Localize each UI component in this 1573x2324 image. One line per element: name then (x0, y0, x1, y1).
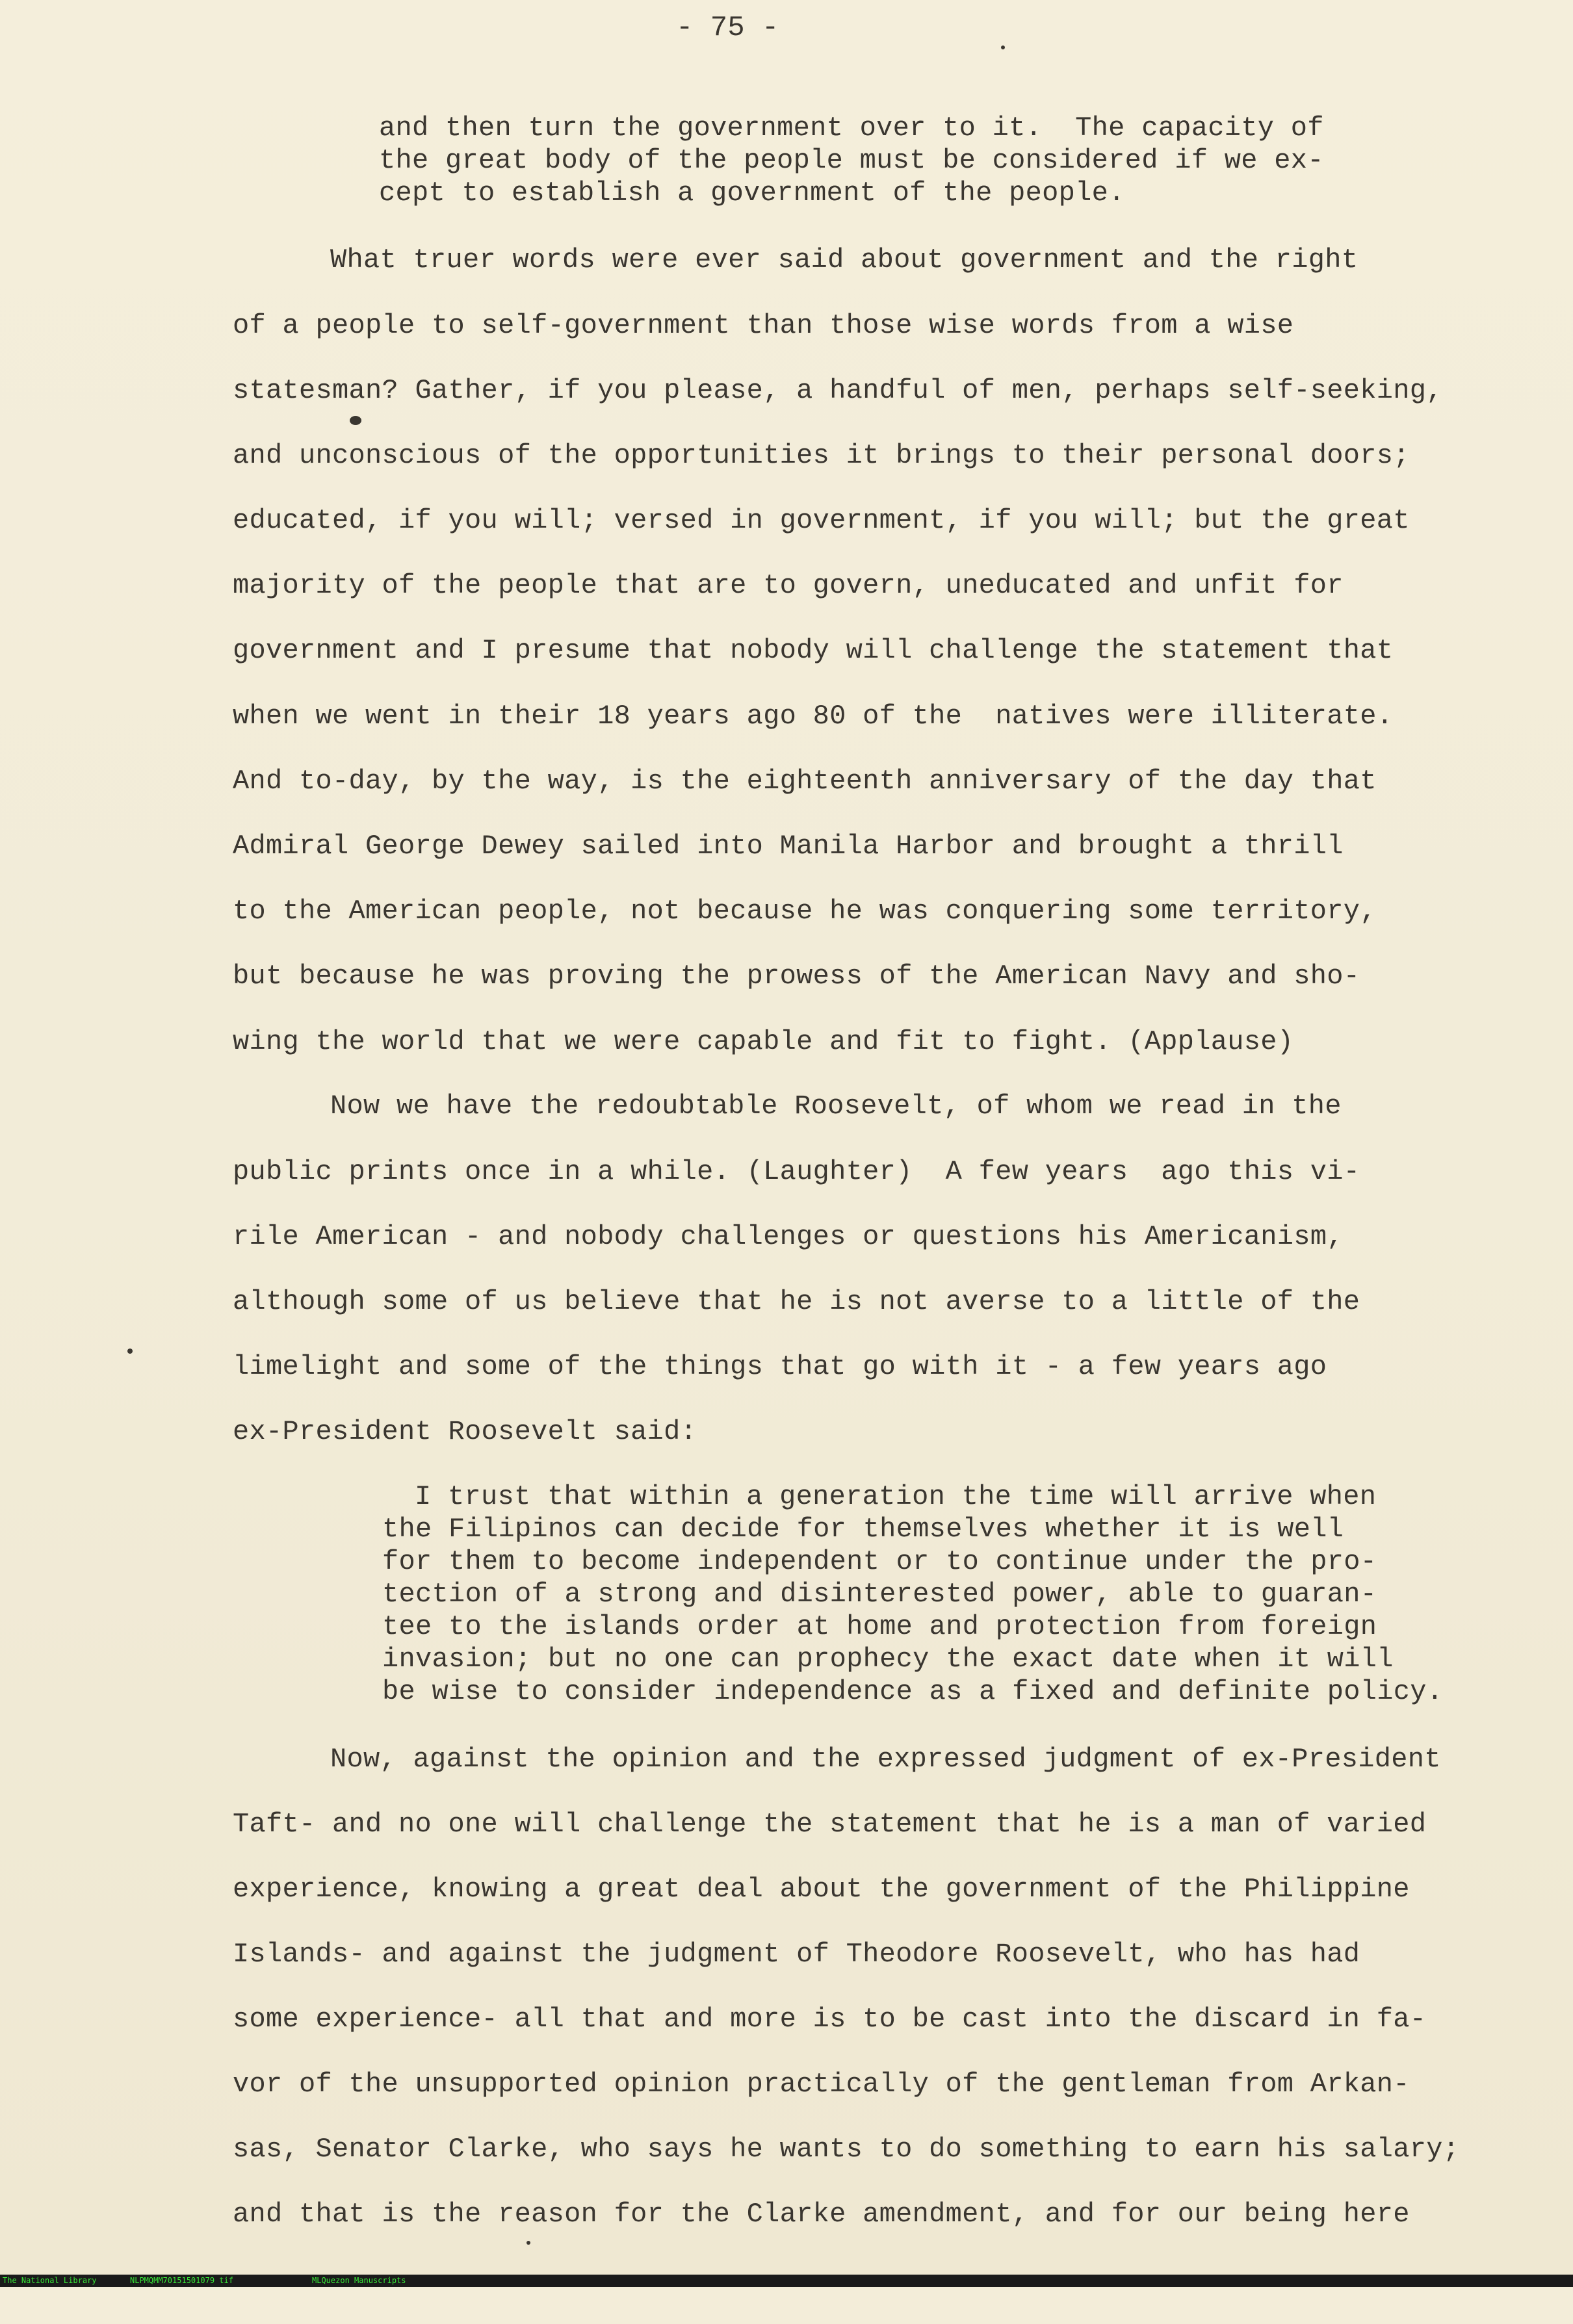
ink-speck-mark (526, 2241, 530, 2245)
quote1-line: the great body of the people must be considered if we ex- (379, 145, 1324, 176)
footer-filename: NLPMQMM70151501079 tif (130, 2276, 233, 2285)
body3-line: experience, knowing a great deal about the government of the Philippine (233, 1874, 1410, 1905)
quote2-line: the Filipinos can decide for themselves whether it is well (382, 1514, 1344, 1545)
body1-line: government and I presume that nobody will challenge the statement that (233, 635, 1394, 666)
body1-line: statesman? Gather, if you please, a handful of men, perhaps self-seeking, (233, 375, 1443, 406)
body3-line: Taft- and no one will challenge the statement that he is a man of varied (233, 1809, 1427, 1840)
body1-line: to the American people, not because he was conquering some territory, (233, 896, 1377, 927)
quote1-line: cept to establish a government of the people. (379, 177, 1125, 209)
body1-line: wing the world that we were capable and fit to fight. (Applause) (233, 1026, 1294, 1057)
body1-line: And to-day, by the way, is the eighteenth anniversary of the day that (233, 766, 1377, 797)
footer-collection: MLQuezon Manuscripts (312, 2276, 406, 2285)
body1-line: Admiral George Dewey sailed into Manila Harbor and brought a thrill (233, 831, 1344, 862)
body1-line: educated, if you will; versed in government, if you will; but the great (233, 505, 1410, 536)
quote2-line: be wise to consider independence as a fixed and definite policy. (382, 1676, 1444, 1707)
body3-line: sas, Senator Clarke, who says he wants to do something to earn his salary; (233, 2134, 1460, 2165)
quote2-line: invasion; but no one can prophecy the exact date when it will (382, 1644, 1394, 1675)
ink-speck-mark (1001, 45, 1005, 49)
body1-line: What truer words were ever said about government and the right (330, 244, 1358, 276)
body2-line: rile American - and nobody challenges or questions his Americanism, (233, 1221, 1344, 1252)
body1-line: of a people to self-government than those wise words from a wise (233, 310, 1294, 341)
body2-line: ex-President Roosevelt said: (233, 1416, 697, 1447)
ink-blot-mark (350, 416, 361, 425)
body2-line: public prints once in a while. (Laughter) A few years ago this vi- (233, 1156, 1360, 1187)
archive-footer-bar (0, 2275, 1573, 2287)
quote2-line: I trust that within a generation the time will arrive when (415, 1481, 1377, 1512)
body1-line: majority of the people that are to govern, uneducated and unfit for (233, 570, 1344, 601)
body3-line: some experience- all that and more is to be cast into the discard in fa- (233, 2004, 1427, 2035)
body1-line: and unconscious of the opportunities it brings to their personal doors; (233, 440, 1410, 471)
body3-line: Now, against the opinion and the expressed judgment of ex-President (330, 1744, 1441, 1775)
quote2-line: tee to the islands order at home and protection from foreign (382, 1611, 1377, 1642)
footer-library: The National Library (3, 2276, 97, 2285)
body3-line: vor of the unsupported opinion practically of the gentleman from Arkan- (233, 2069, 1410, 2100)
quote2-line: tection of a strong and disinterested power, able to guaran- (382, 1579, 1377, 1610)
body2-line: limelight and some of the things that go with it - a few years ago (233, 1351, 1327, 1382)
body2-line: Now we have the redoubtable Roosevelt, of whom we read in the (330, 1091, 1342, 1122)
quote1-line: and then turn the government over to it. The capacity of (379, 112, 1324, 144)
ink-speck-mark (127, 1349, 133, 1354)
quote2-line: for them to become independent or to continue under the pro- (382, 1546, 1377, 1577)
body3-line: Islands- and against the judgment of Theodore Roosevelt, who has had (233, 1939, 1360, 1970)
page-number: - 75 - (676, 12, 779, 44)
body1-line: when we went in their 18 years ago 80 of the natives were illiterate. (233, 701, 1394, 732)
body3-line: and that is the reason for the Clarke amendment, and for our being here (233, 2199, 1410, 2230)
body1-line: but because he was proving the prowess of the American Navy and sho- (233, 961, 1360, 992)
body2-line: although some of us believe that he is not averse to a little of the (233, 1286, 1360, 1317)
